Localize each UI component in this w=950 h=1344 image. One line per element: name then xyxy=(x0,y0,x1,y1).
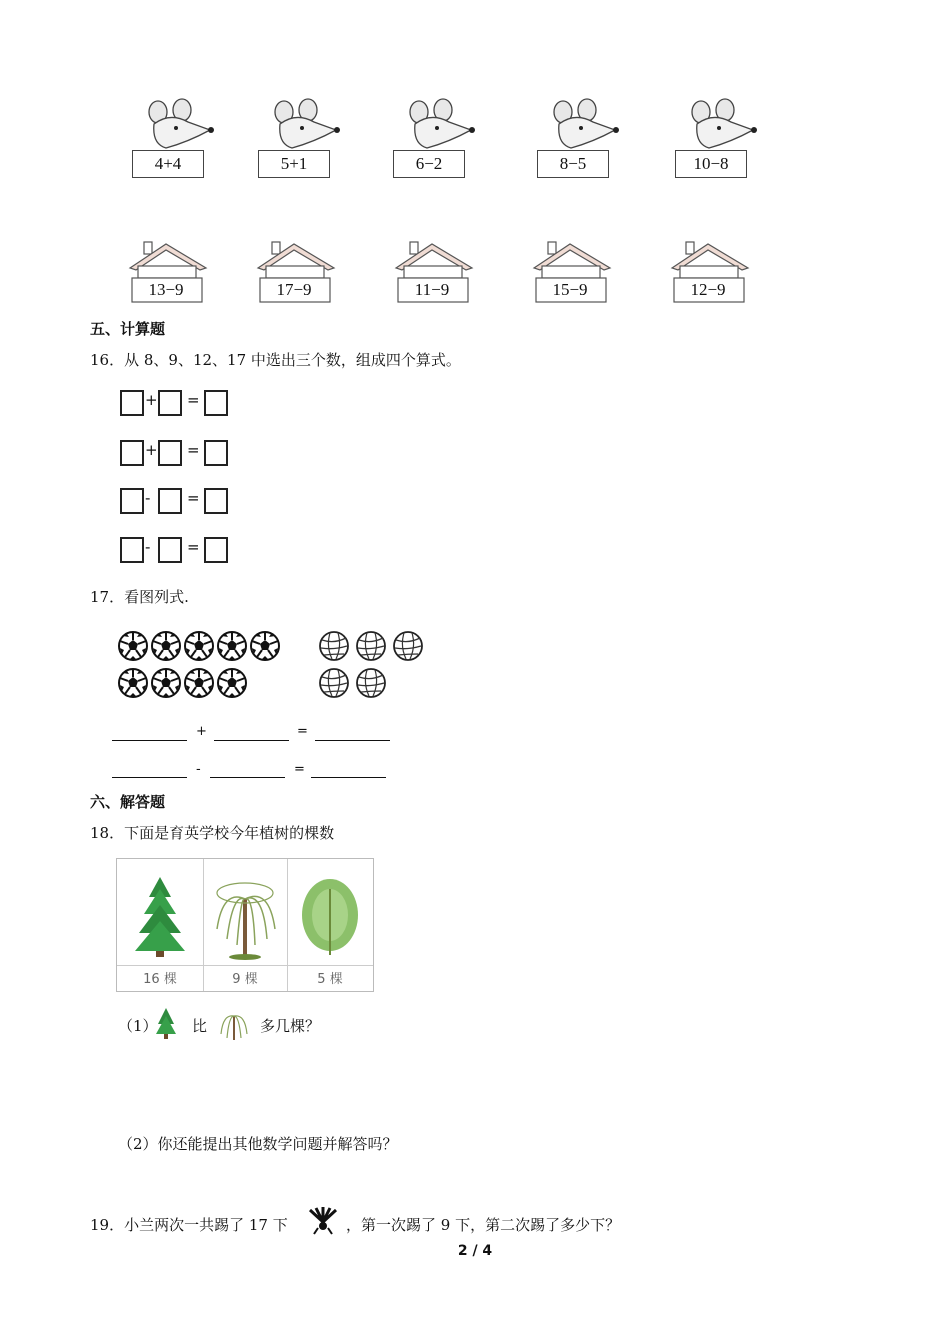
answer-box[interactable] xyxy=(120,440,144,466)
soccer-ball-icon xyxy=(150,630,182,662)
mouse-icon xyxy=(130,98,220,154)
soccer-ball-icon xyxy=(249,630,281,662)
equals-sign: = xyxy=(187,538,200,556)
soccer-ball-icon xyxy=(216,667,248,699)
part1-label: （1） xyxy=(118,1017,158,1035)
mouse-card xyxy=(130,98,220,188)
minus-sign: - xyxy=(145,489,151,507)
tree-count: 5 棵 xyxy=(287,965,373,987)
answer-box[interactable] xyxy=(120,488,144,514)
soccer-ball-icon xyxy=(117,667,149,699)
mouse-sign: 5+1 xyxy=(258,150,330,178)
answer-box[interactable] xyxy=(120,390,144,416)
soccer-ball-icon xyxy=(117,630,149,662)
mouse-sign: 6−2 xyxy=(393,150,465,178)
section-title-6: 六、解答题 xyxy=(90,793,166,811)
answer-box[interactable] xyxy=(204,537,228,563)
house-label: 13−9 xyxy=(148,280,184,299)
soccer-ball-icon xyxy=(150,667,182,699)
blank[interactable] xyxy=(311,763,386,778)
shuttlecock-icon xyxy=(306,1206,340,1236)
question-18-part2: （2）你还能提出其他数学问题并解答吗？ xyxy=(118,1135,398,1153)
pine-tree-icon xyxy=(154,1006,178,1042)
equals-sign: = xyxy=(294,762,305,777)
mouse-card xyxy=(391,98,481,188)
question-19-text-b: ，第一次踢了 9 下，第二次踢了多少下？ xyxy=(346,1216,621,1234)
mouse-icon xyxy=(673,98,763,154)
part1-question: 多几棵？ xyxy=(260,1017,321,1035)
mouse-sign: 10−8 xyxy=(675,150,747,178)
section-title-5: 五、计算题 xyxy=(90,320,166,338)
poplar-cell xyxy=(287,859,373,991)
mouse-sign: 8−5 xyxy=(537,150,609,178)
answer-box[interactable] xyxy=(120,537,144,563)
house-card xyxy=(128,238,208,308)
equals-sign: = xyxy=(297,724,308,739)
house-card xyxy=(394,238,474,308)
house-label: 17−9 xyxy=(276,280,312,299)
answer-box[interactable] xyxy=(158,488,182,514)
question-19-text-a: 19．小兰两次一共踢了 17 下 xyxy=(90,1216,288,1234)
volleyball-icon xyxy=(355,630,387,662)
willow-tree-icon xyxy=(217,1006,251,1042)
house-label: 11−9 xyxy=(414,280,450,299)
tree-count: 9 棵 xyxy=(203,965,287,987)
compare-word: 比 xyxy=(192,1017,208,1035)
tree-table xyxy=(116,858,374,992)
volleyball-icon xyxy=(318,667,350,699)
equals-sign: = xyxy=(187,441,200,459)
pine-tree-icon xyxy=(117,859,203,969)
soccer-ball-icon xyxy=(183,630,215,662)
answer-box[interactable] xyxy=(204,440,228,466)
mouse-icon xyxy=(391,98,481,154)
poplar-tree-icon xyxy=(287,859,373,969)
volleyball-icon xyxy=(355,667,387,699)
volleyball-icon xyxy=(392,630,424,662)
plus-sign: + xyxy=(196,724,207,739)
answer-box[interactable] xyxy=(158,440,182,466)
equals-sign: = xyxy=(187,489,200,507)
question-18-text: 18．下面是育英学校今年植树的棵数 xyxy=(90,824,335,842)
soccer-ball-icon xyxy=(183,667,215,699)
page-number: 2 / 4 xyxy=(457,1243,493,1259)
mouse-sign: 4+4 xyxy=(132,150,204,178)
answer-box[interactable] xyxy=(204,488,228,514)
blank[interactable] xyxy=(112,726,187,741)
answer-box[interactable] xyxy=(158,537,182,563)
blank[interactable] xyxy=(112,763,187,778)
question-16-text: 16．从 8、9、12、17 中选出三个数，组成四个算式。 xyxy=(90,351,461,369)
plus-sign: + xyxy=(145,441,158,459)
volleyball-icon xyxy=(318,630,350,662)
plus-sign: + xyxy=(145,391,158,409)
soccer-ball-icon xyxy=(216,630,248,662)
house-card xyxy=(532,238,612,308)
blank[interactable] xyxy=(210,763,285,778)
blank[interactable] xyxy=(315,726,390,741)
tree-count: 16 棵 xyxy=(117,965,203,987)
willow-tree-icon xyxy=(203,859,287,969)
house-card xyxy=(670,238,750,308)
answer-box[interactable] xyxy=(158,390,182,416)
house-card xyxy=(256,238,336,308)
minus-sign: - xyxy=(196,762,201,777)
house-label: 15−9 xyxy=(552,280,588,299)
answer-box[interactable] xyxy=(204,390,228,416)
minus-sign: - xyxy=(145,538,151,556)
mouse-icon xyxy=(535,98,625,154)
willow-cell xyxy=(203,859,288,991)
question-17-text: 17．看图列式. xyxy=(90,588,189,606)
mouse-card xyxy=(256,98,346,188)
mouse-card xyxy=(673,98,763,188)
mouse-icon xyxy=(256,98,346,154)
pine-cell xyxy=(117,859,204,991)
blank[interactable] xyxy=(214,726,289,741)
equals-sign: = xyxy=(187,391,200,409)
house-label: 12−9 xyxy=(690,280,726,299)
mouse-card xyxy=(535,98,625,188)
